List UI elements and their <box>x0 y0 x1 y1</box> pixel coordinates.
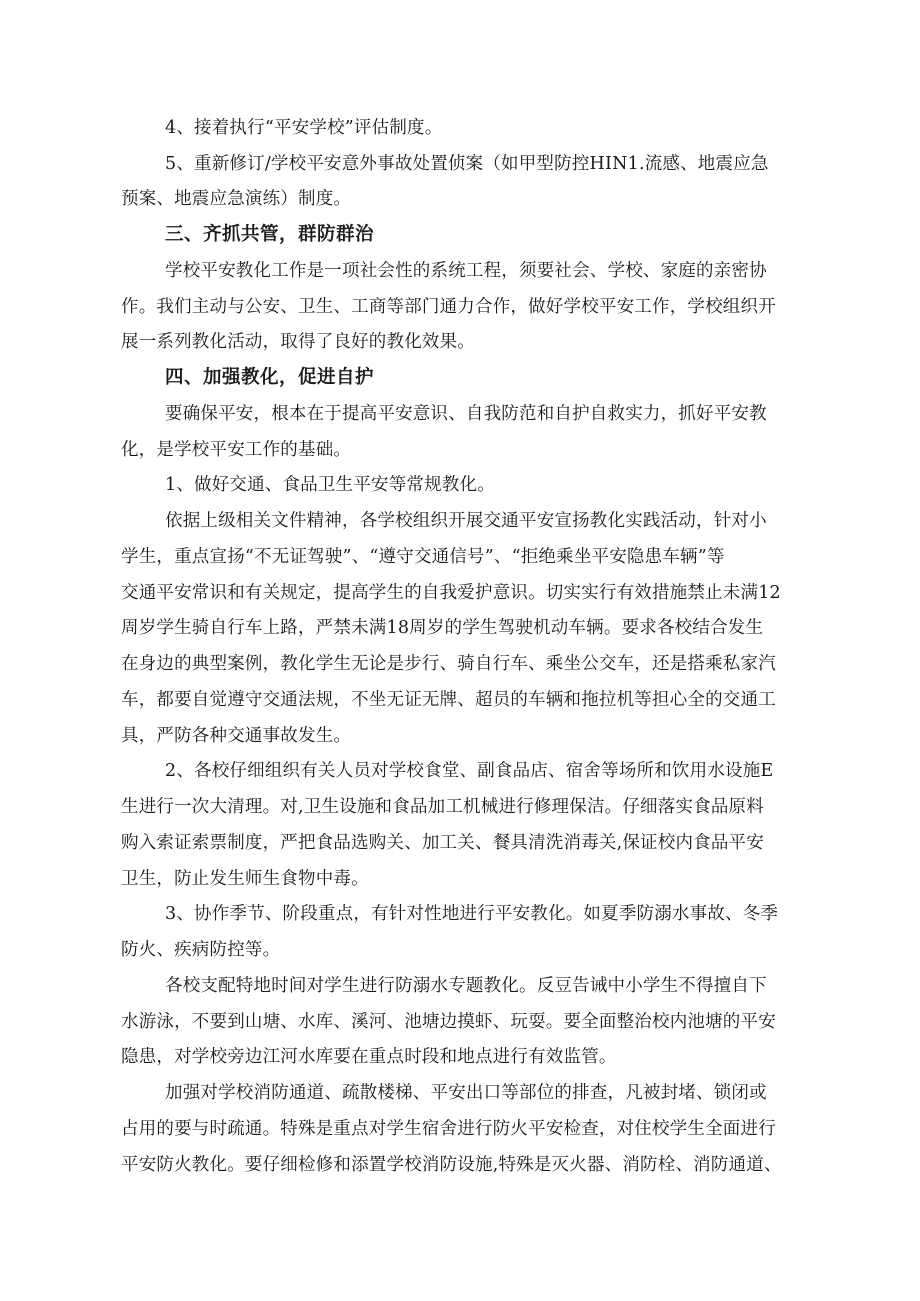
list-item-1: 1、做好交通、食品卫生平安等常规教化。 <box>165 475 495 495</box>
paragraph-line: 具，严防各种交通事故发生。 <box>121 726 352 746</box>
paragraph-line: 平安防火教化。要仔细检修和添置学校消防设施,特殊是灭火器、消防栓、消防通道、 <box>121 1155 782 1175</box>
paragraph-line: 化，是学校平安工作的基础。 <box>121 440 352 460</box>
list-item-4: 4、接着执行“平安学校”评估制度。 <box>165 118 443 138</box>
paragraph-line: 学生，重点宣扬“不无证驾驶”、“遵守交通信号”、“拒绝乘坐平安隐患车辆”等 <box>121 547 725 567</box>
paragraph-line: 卫生，防止发生师生食物中毒。 <box>121 869 369 889</box>
list-item-2: 2、各校仔细组织有关人员对学校食堂、副食品店、宿舍等场所和饮用水设施E <box>165 761 774 781</box>
paragraph-line: 交通平安常识和有关规定，提高学生的自我爱护意识。切实实行有效措施禁止未满12 <box>121 583 781 603</box>
paragraph-line: 隐患，对学校旁边江河水库要在重点时段和地点进行有效监管。 <box>121 1047 617 1067</box>
section-heading-4: 四、加强教化，促进自护 <box>165 367 375 388</box>
paragraph-line: 各校支配特地时间对学生进行防溺水专题教化。反豆告诫中小学生不得擅自下 <box>165 976 767 996</box>
paragraph-line: 水游泳，不要到山塘、水库、溪河、池塘边摸虾、玩耍。要全面整治校内池塘的平安 <box>121 1012 776 1032</box>
paragraph-line: 购入索证索票制度，严把食品选购关、加工关、餐具清洗消毒关,保证校内食品平安 <box>121 833 764 853</box>
list-item-3: 3、协作季节、阶段重点，有针对性地进行平安教化。如夏季防溺水事故、冬季 <box>165 904 779 924</box>
paragraph-line: 学校平安教化工作是一项社会性的系统工程，须要社会、学校、家庭的亲密协 <box>165 261 767 281</box>
paragraph-line: 展一系列教化活动，取得了良好的教化效果。 <box>121 332 475 352</box>
paragraph-line: 防火、疾病防控等。 <box>121 940 281 960</box>
list-item-5: 5、重新修订/学校平安意外事故处置侦案（如甲型防控HIN1.流感、地震应急 <box>165 154 769 174</box>
paragraph-line: 作。我们主动与公安、卫生、工商等部门通力合作，做好学校平安工作，学校组织开 <box>121 297 776 317</box>
paragraph-line: 周岁学生骑自行车上路，严禁未满18周岁的学生驾驶机动车辆。要求各校结合发生 <box>121 618 764 638</box>
paragraph-line: 生进行一次大清理。对,卫生设施和食品加工机械进行修理保洁。仔细落实食品原料 <box>121 797 764 817</box>
paragraph-line: 车，都要自觉遵守交通法规，不坐无证无牌、超员的车辆和拖拉机等担心全的交通工 <box>121 690 776 710</box>
paragraph-line: 在身边的典型案例，教化学生无论是步行、骑自行车、乘坐公交车，还是搭乘私家汽 <box>121 654 776 674</box>
section-heading-3: 三、齐抓共管，群防群治 <box>165 224 375 245</box>
paragraph-line: 依据上级相关文件精神，各学校组织开展交通平安宣扬教化实践活动，针对小 <box>165 511 767 531</box>
paragraph-line: 要确保平安，根本在于提高平安意识、自我防范和自护自救实力，抓好平安教 <box>165 404 767 424</box>
paragraph-line: 占用的要与时疏通。特殊是重点对学生宿舍进行防火平安检查，对住校学生全面进行 <box>121 1119 776 1139</box>
paragraph-line: 加强对学校消防通道、疏散楼梯、平安出口等部位的排查，凡被封堵、锁闭或 <box>165 1083 767 1103</box>
paragraph-line: 预案、地震应急演练）制度。 <box>121 189 352 209</box>
